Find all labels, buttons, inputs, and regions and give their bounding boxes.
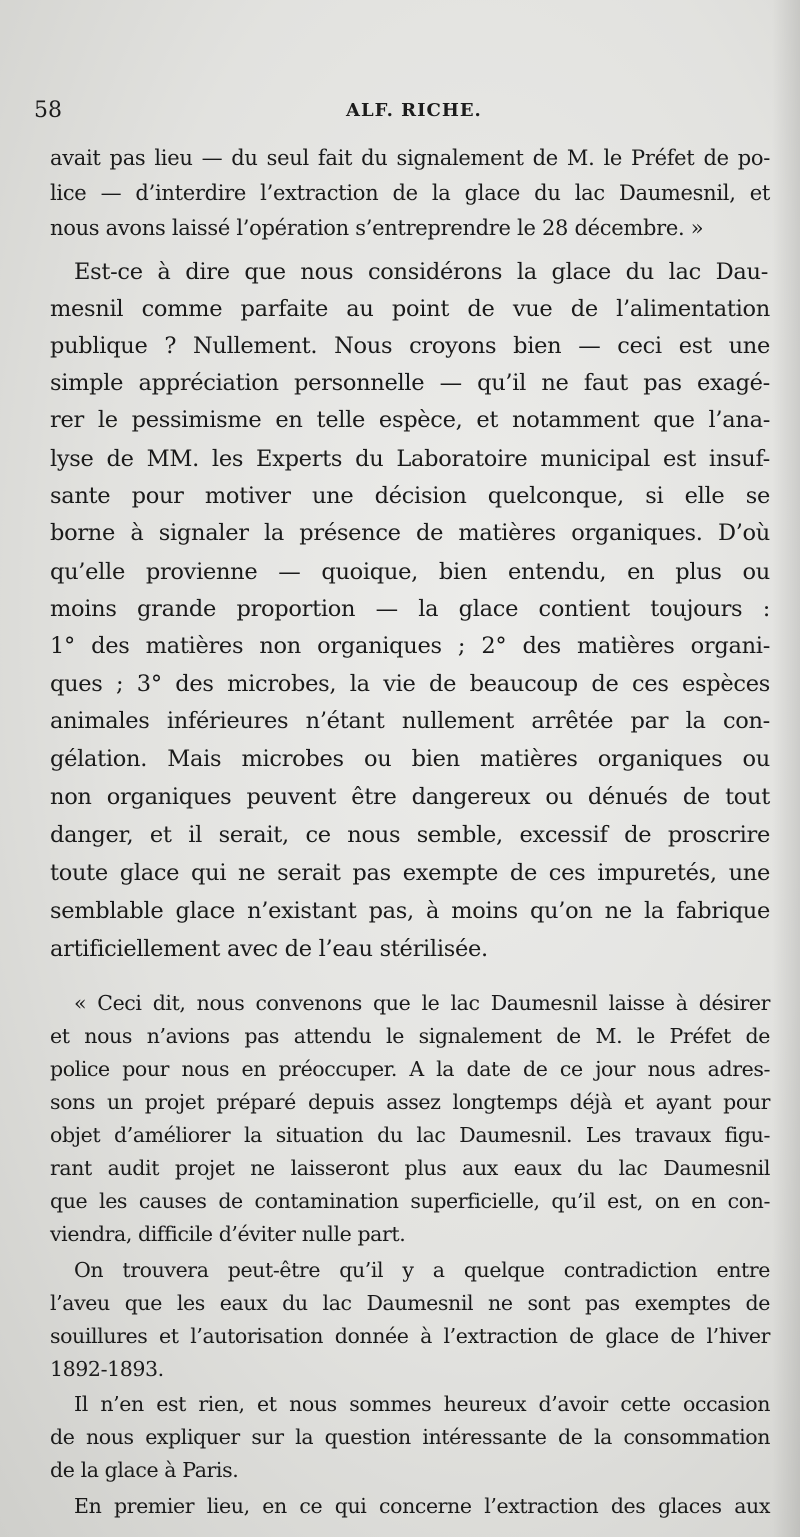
text-line: que les causes de contamination superficielle, qu’il est, on en con- — [50, 1189, 770, 1213]
text-line: Il n’en est rien, et nous sommes heureux d’avoir cette occasion — [74, 1392, 770, 1416]
text-line: sons un projet préparé depuis assez longtemps déjà et ayant pour — [50, 1090, 770, 1114]
text-line: lice — d’interdire l’extraction de la glace du lac Daumesnil, et — [50, 181, 770, 205]
text-line: l’aveu que les eaux du lac Daumesnil ne sont pas exemptes de — [50, 1291, 770, 1315]
text-line: On trouvera peut-être qu’il y a quelque contradiction entre — [74, 1258, 770, 1282]
text-line: avait pas lieu — du seul fait du signalement de M. le Préfet de po- — [50, 146, 770, 170]
text-line: publique ? Nullement. Nous croyons bien — ceci est une — [50, 333, 770, 359]
text-line: « Ceci dit, nous convenons que le lac Daumesnil laisse à désirer — [74, 991, 770, 1015]
text-line: simple appréciation personnelle — qu’il ne faut pas exagé- — [50, 370, 770, 396]
text-line: objet d’améliorer la situation du lac Daumesnil. Les travaux figu- — [50, 1123, 770, 1147]
text-line: rer le pessimisme en telle espèce, et notamment que l’ana- — [50, 407, 770, 433]
text-line: animales inférieures n’étant nullement arrêtée par la con- — [50, 708, 770, 734]
text-line: toute glace qui ne serait pas exempte de ces impuretés, une — [50, 860, 770, 886]
text-line: rant audit projet ne laisseront plus aux eaux du lac Daumesnil — [50, 1156, 770, 1180]
text-line: nous avons laissé l’opération s’entreprendre le 28 décembre. » — [50, 216, 704, 240]
text-line: viendra, difficile d’éviter nulle part. — [50, 1222, 406, 1246]
text-line: de nous expliquer sur la question intéressante de la consommation — [50, 1425, 770, 1449]
text-line: gélation. Mais microbes ou bien matières organiques ou — [50, 746, 770, 772]
text-line: semblable glace n’existant pas, à moins qu’on ne la fabrique — [50, 898, 770, 924]
text-line: 1892-1893. — [50, 1357, 164, 1381]
text-line: souillures et l’autorisation donnée à l’extraction de glace de l’hiver — [50, 1324, 770, 1348]
page-edge-shadow — [772, 0, 800, 1537]
text-line: En premier lieu, en ce qui concerne l’extraction des glaces aux — [74, 1494, 770, 1518]
text-line: Est-ce à dire que nous considérons la glace du lac Dau- — [74, 259, 768, 285]
text-line: mesnil comme parfaite au point de vue de l’alimentation — [50, 296, 770, 322]
running-head — [34, 98, 774, 128]
page-number: 58 — [34, 98, 62, 123]
text-line: de la glace à Paris. — [50, 1458, 239, 1482]
text-line: et nous n’avions pas attendu le signalement de M. le Préfet de — [50, 1024, 770, 1048]
text-line: 1° des matières non organiques ; 2° des matières organi- — [50, 633, 770, 659]
text-line: danger, et il serait, ce nous semble, excessif de proscrire — [50, 822, 770, 848]
text-line: qu’elle provienne — quoique, bien entendu, en plus ou — [50, 559, 770, 585]
text-line: artificiellement avec de l’eau stérilisée. — [50, 936, 488, 962]
running-head-author: ALF. RICHE. — [346, 100, 482, 121]
text-line: borne à signaler la présence de matières organiques. D’où — [50, 520, 770, 546]
text-line: ques ; 3° des microbes, la vie de beaucoup de ces espèces — [50, 671, 770, 697]
text-line: non organiques peuvent être dangereux ou dénués de tout — [50, 784, 770, 810]
text-line: police pour nous en préoccuper. A la date de ce jour nous adres- — [50, 1057, 770, 1081]
text-line: lyse de MM. les Experts du Laboratoire municipal est insuf- — [50, 446, 770, 472]
text-line: sante pour motiver une décision quelconque, si elle se — [50, 483, 770, 509]
text-line: moins grande proportion — la glace contient toujours : — [50, 596, 770, 622]
